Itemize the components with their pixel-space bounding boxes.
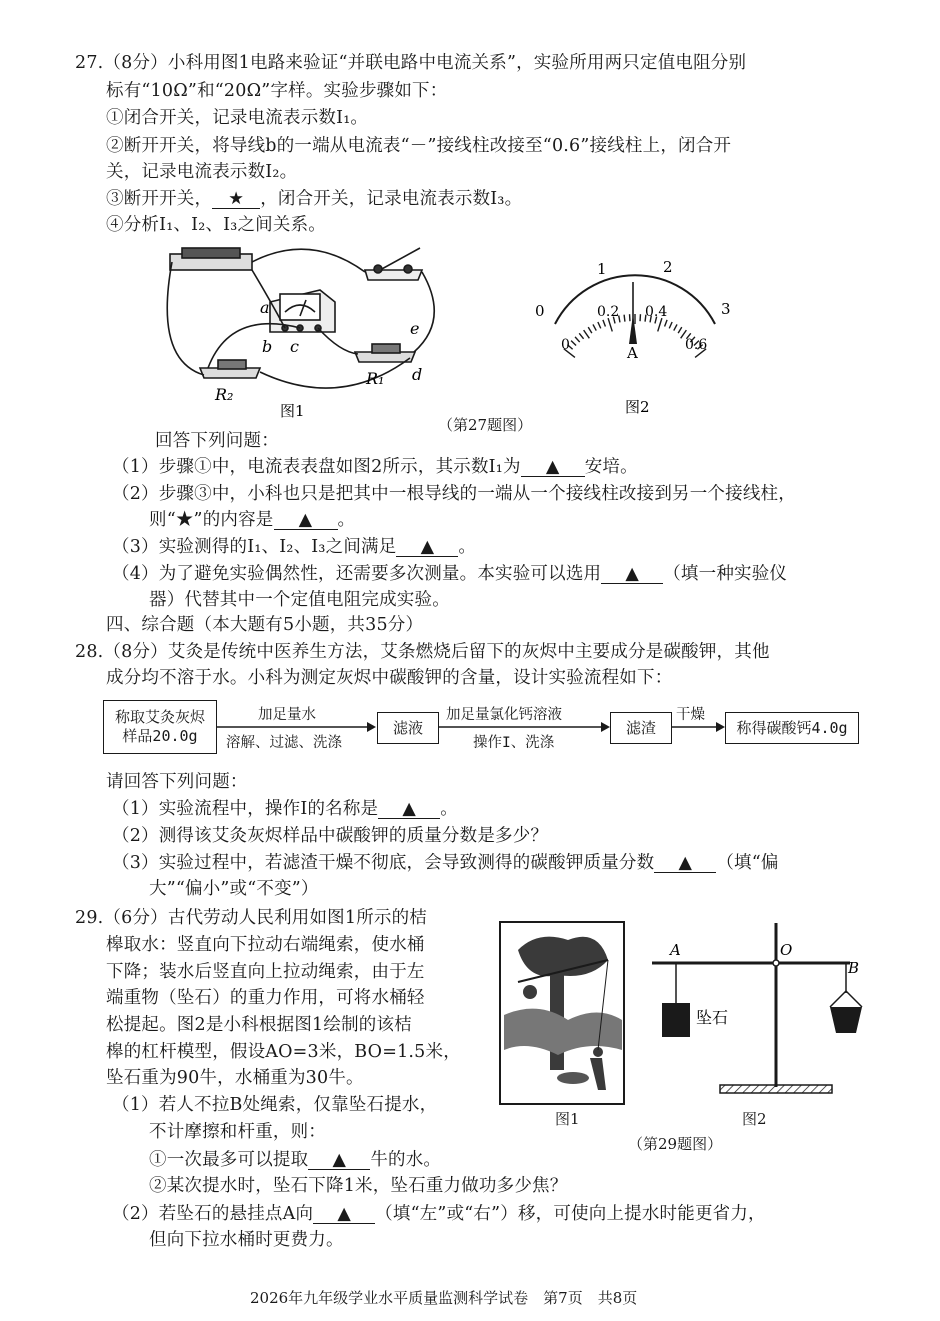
q27-step-2-cont: 关，记录电流表示数I₂。 — [106, 162, 298, 182]
dial-bottom-06: 0.6 — [685, 337, 708, 353]
dial-bottom-0: 0 — [561, 337, 570, 353]
q27-sub-4-cont: 器）代替其中一个定值电阻完成实验。 — [149, 590, 450, 610]
q27-fig-caption: （第27题图） — [438, 416, 533, 434]
dial-top-2: 2 — [663, 258, 673, 276]
label-r1: R₁ — [366, 369, 385, 388]
switch-base — [365, 270, 422, 280]
q28-sub-1 — [112, 798, 458, 820]
label-c: c — [290, 337, 299, 356]
q27-circuit-figure — [160, 240, 450, 420]
flow-arrow-2-top: 加足量氯化钙溶液 — [446, 707, 562, 723]
dial-bottom-02: 0.2 — [597, 304, 620, 320]
q29-illustration — [498, 920, 628, 1105]
q29-line-2: 槔取水：竖直向下拉动右端绳索，使水桶 — [106, 935, 425, 955]
dial-bottom-04: 0.4 — [645, 304, 668, 320]
flow-arrow-2-bottom: 操作I、洗涤 — [473, 735, 555, 751]
dial-top-0: 0 — [535, 302, 545, 320]
q29-line-4: 端重物（坠石）的重力作用，可将水桶轻 — [106, 988, 425, 1008]
dial-tick — [665, 320, 667, 327]
q29-sub-2 — [112, 1203, 766, 1225]
q28-sub-3-blank: ▲ — [654, 854, 716, 873]
flow-box-sample — [103, 700, 217, 754]
well — [557, 1072, 589, 1084]
dial-tick — [658, 318, 662, 331]
q28-sub-1-blank: ▲ — [378, 800, 440, 819]
flow-arrow-1-bottom: 溶解、过滤、洗涤 — [226, 735, 342, 751]
label-stone: 坠石 — [696, 1008, 729, 1027]
q29-sub-1: （1）若人不拉B处绳索，仅靠坠石提水， — [112, 1095, 438, 1115]
flow-box-sample-line1: 称取艾灸灰烬 — [114, 708, 205, 726]
q27-answer-intro: 回答下列问题： — [155, 431, 279, 451]
q27-step-2: ②断开开关，将导线b的一端从电流表“－”接线柱改接至“0.6”接线柱上，闭合开 — [106, 136, 732, 156]
label-r2: R₂ — [215, 385, 234, 404]
q29-sub-1a-text: ①一次最多可以提取 — [149, 1150, 309, 1170]
q29-sub-2-text: （2）若坠石的悬挂点A向 — [112, 1204, 314, 1224]
q29-fig2-caption: 图2 — [742, 1110, 767, 1128]
weight-stone — [662, 1003, 690, 1037]
q28-sub-1-text: （1）实验流程中，操作I的名称是 — [112, 799, 379, 819]
dial-tick — [598, 322, 601, 328]
q27-sub-2b-tail: 。 — [337, 510, 356, 530]
stone-weight — [523, 985, 537, 999]
q28-sub-2: （2）测得该艾灸灰烬样品中碳酸钾的质量分数是多少？ — [112, 826, 549, 846]
q28-sub-3-cont: 大”“偏小”或“不变”） — [149, 879, 319, 899]
flow-box-result: 称得碳酸钙4.0g — [725, 712, 859, 744]
q27-sub-3-text: （3）实验测得的I₁、I₂、I₃之间满足 — [112, 537, 397, 557]
q27-step-3-tail: ，闭合开关，记录电流表示数I₃。 — [260, 189, 523, 209]
label-d: d — [412, 365, 423, 384]
label-O: O — [780, 941, 793, 959]
q27-sub-1-tail: 安培。 — [584, 457, 638, 477]
label-A: A — [670, 941, 681, 959]
q27-star-blank: ★ — [212, 190, 260, 209]
water-bucket — [830, 1007, 862, 1033]
q29-sub-2-cont: 但向下拉水桶时更费力。 — [149, 1230, 344, 1250]
q29-sub-2-tail: （填“左”或“右”）移，可使向上提水时能更省力， — [375, 1204, 766, 1224]
dial-top-1: 1 — [597, 260, 607, 278]
label-a: a — [260, 298, 270, 317]
q27-sub-3-tail: 。 — [458, 537, 477, 557]
label-e: e — [410, 319, 420, 338]
q27-sub-2-blank: ▲ — [274, 511, 338, 530]
dial-tick — [588, 327, 592, 333]
flow-box-sample-line2: 样品20.0g — [122, 727, 198, 745]
dial-tick — [603, 320, 605, 327]
q27-sub-3-blank: ▲ — [396, 538, 458, 557]
switch-lever — [380, 248, 420, 270]
q27-sub-4 — [112, 563, 787, 585]
dial-tick — [624, 315, 625, 322]
dial-tick — [584, 330, 590, 338]
wire-left — [167, 262, 204, 375]
q27-sub-1 — [112, 456, 638, 478]
q27-step-3-head: ③断开开关， — [106, 189, 213, 209]
q29-line-6: 槔的杠杆模型，假设AO=3米，BO=1.5米， — [106, 1042, 461, 1062]
dial-tick — [579, 333, 583, 338]
q28-sub-3-tail: （填“偏 — [716, 853, 779, 873]
page-footer: 2026年九年级学业水平质量监测科学试卷 第7页 共8页 — [250, 1289, 638, 1307]
q29-fig-caption: （第29题图） — [628, 1135, 723, 1153]
q27-sub-4-text: （4）为了避免实验偶然性，还需要多次测量。本实验可以选用 — [112, 564, 602, 584]
ground — [720, 1085, 832, 1093]
q27-sub-1-blank: ▲ — [521, 458, 585, 477]
flow-arrow-1-top: 加足量水 — [258, 707, 316, 723]
pivot-o — [773, 960, 779, 966]
label-B: B — [848, 959, 860, 977]
section-4-header: 四、综合题（本大题有5小题，共35分） — [106, 615, 424, 635]
q27-step-4: ④分析I₁、I₂、I₃之间关系。 — [106, 215, 326, 235]
q27-sub-4-blank: ▲ — [601, 565, 663, 584]
q27-sub-2-cont — [149, 509, 355, 531]
q29-sub-1a-tail: 牛的水。 — [370, 1150, 442, 1170]
q28-sub-3 — [112, 852, 779, 874]
q27-step-3 — [106, 188, 522, 210]
q27-sub-2: （2）步骤③中，小科也只是把其中一根导线的一端从一个接线柱改接到另一个接线柱， — [112, 484, 796, 504]
q29-line-5: 松提起。图2是小科根据图1绘制的该桔 — [106, 1015, 412, 1035]
q28-sub-1-tail: 。 — [440, 799, 458, 819]
q27-sub-1-text: （1）步骤①中，电流表表盘如图2所示，其示数I₁为 — [112, 457, 521, 477]
q29-line-7: 坠石重为90牛，水桶重为30牛。 — [106, 1068, 364, 1088]
dial-tick — [674, 324, 677, 330]
dial-tick — [678, 327, 682, 333]
q29-line-3: 下降；装水后竖直向上拉动绳索，由于左 — [106, 962, 425, 982]
dial-tick — [593, 324, 596, 330]
q27-line-2: 标有“10Ω”和“20Ω”字样。实验步骤如下： — [106, 81, 448, 101]
flow-box-filtrate: 滤液 — [377, 712, 439, 744]
q29-sub-1a — [149, 1149, 441, 1171]
q27-ammeter-dial — [525, 252, 750, 422]
label-b: b — [262, 337, 273, 356]
dial-tick — [669, 322, 672, 328]
q28-prompt: 请回答下列问题： — [106, 772, 248, 792]
q28-line-1: 28.（8分）艾灸是传统中医养生方法，艾条燃烧后留下的灰烬中主要成分是碳酸钾，其他 — [75, 642, 770, 662]
q29-lever-model — [640, 915, 870, 1105]
fig2-caption: 图2 — [625, 398, 650, 416]
dial-tick — [608, 318, 612, 331]
flow-box-residue: 滤渣 — [610, 712, 672, 744]
q27-sub-4-tail: （填一种实验仪 — [663, 564, 788, 584]
q27-sub-3 — [112, 536, 476, 558]
q29-sub-1-cond: 不计摩擦和杆重，则： — [149, 1122, 326, 1142]
wire-right-e — [414, 272, 434, 352]
q28-line-2: 成分均不溶于水。小科为测定灰烬中碳酸钾的含量，设计实验流程如下： — [106, 668, 673, 688]
q29-sub-1a-blank: ▲ — [308, 1151, 370, 1170]
q27-sub-2b-text: 则“★”的内容是 — [149, 510, 274, 530]
wire-top — [252, 249, 365, 272]
top-resistor-body — [182, 248, 240, 258]
q27-step-1: ①闭合开关，记录电流表示数I₁。 — [106, 108, 369, 128]
q29-sub-1b: ②某次提水时，坠石下降1米，坠石重力做功多少焦？ — [149, 1176, 568, 1196]
q29-sub-2-blank: ▲ — [313, 1205, 375, 1224]
dial-tick — [575, 337, 580, 342]
fig1-caption: 图1 — [280, 402, 305, 420]
dial-unit: A — [627, 344, 638, 362]
q29-fig1-caption: 图1 — [555, 1110, 580, 1128]
flow-arrow-3-top: 干燥 — [676, 707, 705, 723]
q29-line-1: 29.（6分）古代劳动人民利用如图1所示的桔 — [75, 908, 427, 928]
q28-sub-3-text: （3）实验过程中，若滤渣干燥不彻底，会导致测得的碳酸钾质量分数 — [112, 853, 655, 873]
dial-tick — [571, 341, 576, 346]
q27-line-1: 27.（8分）小科用图1电路来验证“并联电路中电流关系”，实验所用两只定值电阻分别 — [75, 53, 747, 73]
dial-top-3: 3 — [721, 300, 731, 318]
